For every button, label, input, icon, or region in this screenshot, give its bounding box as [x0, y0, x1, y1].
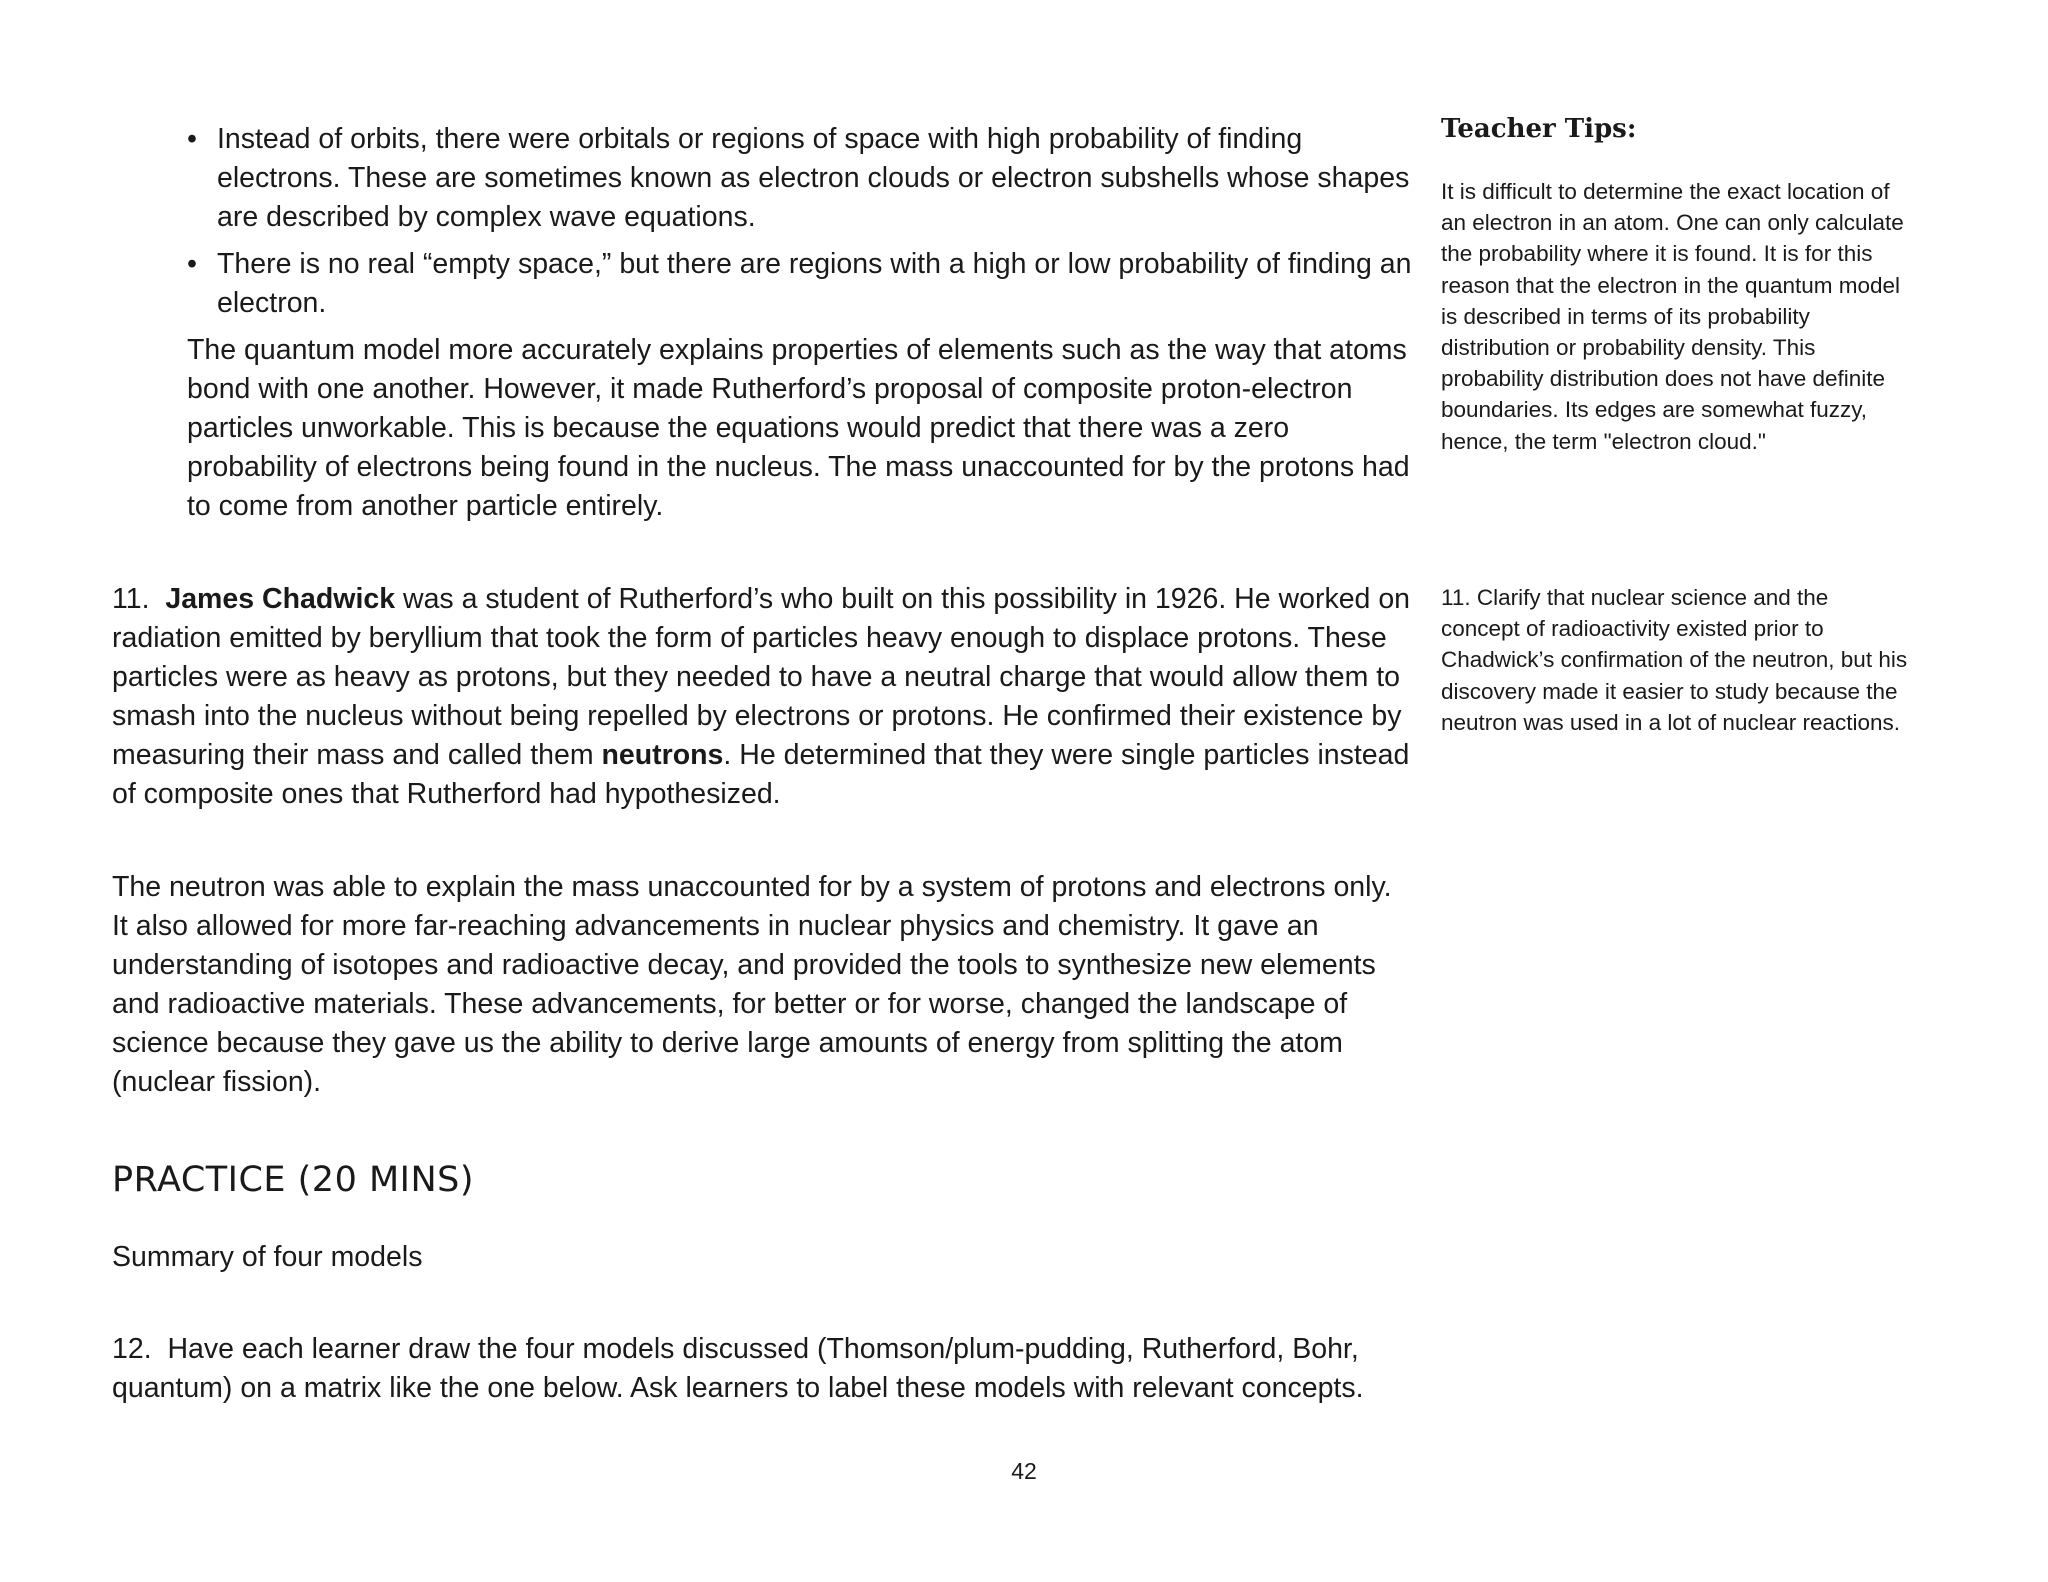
teacher-tips-heading: Teacher Tips: — [1441, 114, 1637, 144]
neutrons-term: neutrons — [601, 739, 724, 771]
tip-quantum: It is difficult to determine the exact location of an electron in an atom. One can only calculate the probability where it is found. It is for this reason that the electron in the quantum model is described in terms of its probability distribution or probability density. This probability distribution does not have definite boundaries. Its edges are somewhat fuzzy, hence, the term "electron cloud." — [1441, 179, 1904, 454]
paragraph-11-text-a: was a student of Rutherford’s who built on this possibility in 1926. He worked on radiation emitted by beryllium that took the form of particles heavy enough to displace protons. These particles were as heavy as protons, but they needed to have a neutral charge that would allow them to smash into the nucleus without being repelled by electrons or protons. He confirmed their existence by measuring their mass and called them — [112, 583, 1411, 771]
paragraph-11 — [112, 580, 1412, 814]
paragraph-12-number: 12. — [112, 1333, 152, 1365]
teacher-tips-sidebar — [1441, 112, 1911, 735]
bullet-empty-space — [187, 245, 1412, 323]
page-number: 42 — [1011, 1458, 1037, 1484]
paragraph-11-number: 11. — [112, 583, 150, 615]
quantum-model-paragraph: The quantum model more accurately explains properties of elements such as the way that atoms bond with one another. However, it made Rutherford’s proposal of composite proton-electron particles unworkable. This is because the equations would predict that there was a zero probability of electrons being found in the nucleus. The mass unaccounted for by the protons had to come from another particle entirely. — [187, 334, 1410, 522]
practice-heading: PRACTICE (20 MINS) — [112, 1160, 475, 1200]
tip-11: 11. Clarify that nuclear science and the concept of radioactivity existed prior to Chadwick’s confirmation of the neutron, but his discovery made it easier to study because the neutron was used in a lot of nuclear reactions. — [1441, 585, 1908, 735]
main-content — [112, 120, 1412, 1408]
chadwick-name: James Chadwick — [165, 583, 396, 615]
bullet-orbitals — [187, 120, 1412, 237]
practice-subheading: Summary of four models — [112, 1241, 423, 1273]
paragraph-12-text: Have each learner draw the four models discussed (Thomson/plum-pudding, Rutherford, Bohr, quantum) on a matrix like the one below. Ask learners to label these models with relevant concepts. — [112, 1333, 1364, 1404]
bullet-empty-space-text: There is no real “empty space,” but there are regions with a high or low probability of finding an electron. — [217, 248, 1412, 319]
bullet-dot: • — [187, 123, 197, 155]
neutron-paragraph: The neutron was able to explain the mass unaccounted for by a system of protons and electrons only. It also allowed for more far-reaching advancements in nuclear physics and chemistry. It gave an understanding of isotopes and radioactive decay, and provided the tools to synthesize new elements and radioactive materials. These advancements, for better or for worse, changed the landscape of science because they gave us the ability to derive large amounts of energy from splitting the atom (nuclear fission). — [112, 871, 1392, 1098]
paragraph-11-text-b: . He determined that they were single particles instead of composite ones that Rutherford had hypothesized. — [112, 739, 1410, 810]
bullet-orbitals-text: Instead of orbits, there were orbitals or regions of space with high probability of finding electrons. These are sometimes known as electron clouds or electron subshells whose shapes are described by complex wave equations. — [217, 123, 1410, 233]
bullet-dot: • — [187, 248, 197, 280]
paragraph-12 — [112, 1330, 1412, 1408]
